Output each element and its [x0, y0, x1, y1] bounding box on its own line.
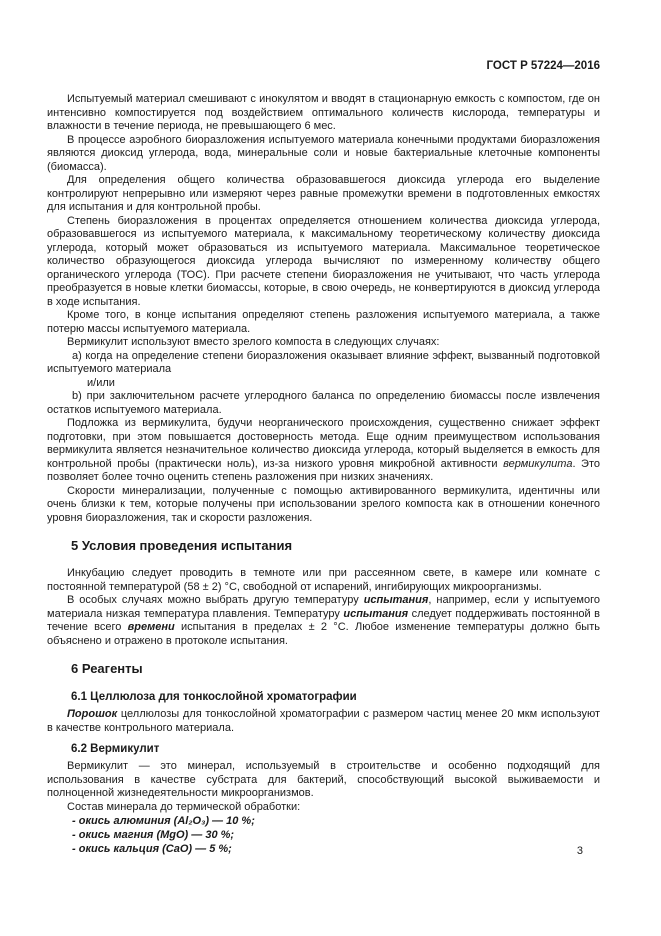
subsection-6-2-heading: 6.2 Вермикулит — [71, 743, 160, 755]
section-6-heading: 6 Реагенты — [71, 661, 143, 676]
text-segment: следует поддерживать постоянной в течение всего — [47, 607, 600, 633]
paragraph — [47, 594, 600, 648]
page-header — [47, 60, 600, 72]
mineral-list-item: - окись алюминия (Al₂O₃) — 10 %; — [72, 815, 255, 827]
section-5-heading: 5 Условия проведения испытания — [71, 538, 293, 553]
emphasized-term: Порошок — [67, 708, 118, 720]
list-item-a: a) когда на определение степени биоразложения оказывает влияние эффект, вызванный подготовкой испытуемого материала — [47, 349, 600, 375]
emphasized-term: испытания — [363, 594, 429, 606]
text-segment: . Это позволяет более точно оценить степень разложения при низких значениях. — [47, 457, 600, 483]
text-segment: , например, если у испытуемого материала низкая температура плавления. Температуру — [47, 594, 600, 620]
paragraph: Степень биоразложения в процентах определяется отношением количества диоксида углерода, образовавшегося из испытуемого материала, к максимальному теоретическому количеству диоксида углерода, который может образоваться из испытуемого материала. Максимальное теоретическое количество образующегося диоксида углерода вычисляют по измеренному количеству общего органического углерода (ТОС). При расчете степени биоразложения не учитывают, что часть углерода преобразуется в новые клетки биомассы, которые, в свою очередь, не конвертируются в диоксид углерода в ходе испытания. — [47, 214, 600, 308]
standard-number: ГОСТ Р 57224—2016 — [486, 60, 600, 72]
paragraph: и/или — [87, 376, 115, 389]
text-segment: В особых случаях можно выбрать другую температуру — [67, 594, 364, 606]
text-segment: целлюлозы для тонкослойной хроматографии с размером частиц менее 20 мкм используют в качестве контрольного материала. — [47, 708, 600, 734]
paragraph — [47, 417, 600, 485]
text-segment: Подложка из вермикулита, будучи неорганического происхождения, существенно снижает эффект подготовки, при этом повышается достоверность метода. Еще одним преимуществом использования вермикулита является незначительное количество диоксида углерода, который выделяется в емкость для контрольной пробы (практически ноль), из-за низкого уровня микробной активности — [47, 417, 600, 470]
italic-term: вермикулита — [503, 457, 573, 470]
text-segment: испытания в пределах ± 2 °С. Любое изменение температуры должно быть объяснено и отражено в протоколе испытания. — [47, 621, 600, 647]
mineral-list-item: - окись магния (MgO) — 30 %; — [72, 829, 235, 841]
page-number: 3 — [576, 845, 583, 857]
paragraph: Кроме того, в конце испытания определяют степень разложения испытуемого материала, а также потерю массы испытуемого материала. — [47, 309, 600, 335]
paragraph: Вермикулит используют вместо зрелого компоста в следующих случаях: — [67, 336, 440, 348]
emphasized-term: времени — [127, 621, 175, 633]
list-item-b: b) при заключительном расчете углеродного баланса по определению биомассы после извлечения остатков испытуемого материала. — [47, 390, 600, 416]
paragraph: Для определения общего количества образовавшегося диоксида углерода его выделение контролируют непрерывно или измеряют через равные промежутки времени в подготовленных емкостях для испытания и для контрольной пробы. — [47, 174, 600, 213]
subsection-6-1-heading: 6.1 Целлюлоза для тонкослойной хроматографии — [71, 691, 357, 703]
paragraph: В процессе аэробного биоразложения испытуемого материала конечными продуктами биоразложения являются диоксид углерода, вода, минеральные соли и новые бактериальные клеточные компоненты (биомасса). — [47, 133, 600, 173]
paragraph: Скорости минерализации, полученные с помощью активированного вермикулита, идентичны или очень близки к тем, которые получены при использовании зрелого компоста как в отношении конечного уровня биоразложения, так и скорости разложения. — [47, 484, 600, 524]
mineral-list-item: - окись кальция (CaO) — 5 %; — [72, 843, 232, 855]
paragraph — [47, 708, 600, 735]
paragraph: Инкубацию следует проводить в темноте или при рассеянном свете, в камере или комнате с постоянной температурой (58 ± 2) °С, свободной от испарений, ингибирующих микроорганизмы. — [47, 567, 600, 593]
paragraph: Вермикулит — это минерал, используемый в строительстве и особенно подходящий для использования в качестве субстрата для бактерий, способствующий высокой выживаемости и полноценной жизнедеятельности микроорганизмов. — [47, 760, 600, 799]
emphasized-term: испытания — [343, 607, 409, 620]
paragraph: Испытуемый материал смешивают с инокулятом и вводят в стационарную емкость с компостом, где он интенсивно компостируется под воздействием оптимального количеств кислорода, температуры и влажности в течение периода, не превышающего 6 мес. — [47, 93, 600, 132]
paragraph: Состав минерала до термической обработки: — [67, 800, 301, 813]
page-content — [47, 60, 600, 856]
